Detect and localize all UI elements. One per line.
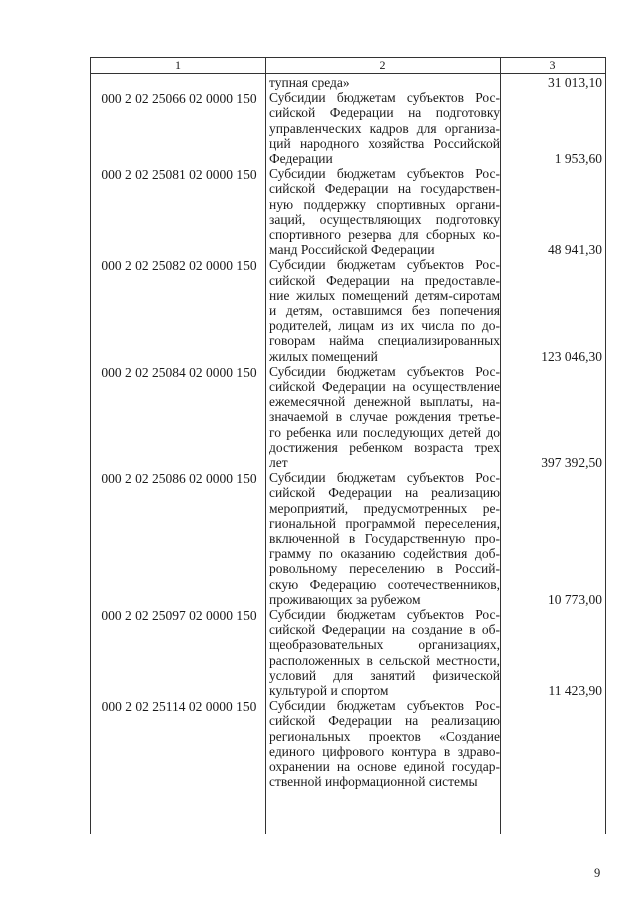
row-description-line: сийской Федерации на реализацию [269, 713, 500, 729]
row-description-line: управленческих кадров для организа- [269, 120, 500, 136]
row-description-line: охранении на основе единой государ- [269, 759, 500, 774]
row-description-line: Федерации [269, 151, 333, 166]
row-amount: 10 773,00 [548, 591, 602, 607]
row-description-line: региональных проектов «Создание [269, 728, 500, 744]
row-description-line: культурой и спортом [269, 683, 389, 698]
row-description-line: Субсидии бюджетам субъектов Рос- [269, 698, 500, 714]
row-description-line: проживающих за рубежом [269, 591, 421, 607]
row-description-line: и детям, оставшимся без попечения [269, 303, 500, 318]
row-description-line: грамму по оказанию содействия доб- [269, 546, 500, 562]
row-description-line: спортивного резерва для сборных ко- [269, 227, 500, 242]
row-code: 000 2 02 25081 02 0000 150 [101, 167, 257, 183]
row-description-line: достижения ребенком возраста трех [269, 439, 500, 455]
header-col-3: 3 [549, 58, 556, 72]
row-description-line: тупная среда» [269, 75, 350, 90]
row-code: 000 2 02 25082 02 0000 150 [101, 258, 257, 274]
row-description-line: Субсидии бюджетам субъектов Рос- [269, 257, 500, 273]
row-description-line: ежемесячной денежной выплаты, на- [269, 394, 500, 410]
row-amount: 123 046,30 [541, 348, 602, 364]
row-description-line: ственной информационной системы [269, 774, 478, 790]
row-description-line: Субсидии бюджетам субъектов Рос- [269, 363, 500, 379]
row-amount: 48 941,30 [548, 242, 602, 258]
column-divider [265, 58, 266, 834]
row-description-line: лет [269, 455, 288, 470]
table-header-row [91, 58, 605, 74]
row-amount: 31 013,10 [548, 75, 602, 90]
row-description-line: жилых помещений [269, 348, 378, 364]
row-description-line: единого цифрового контура в здраво- [269, 743, 500, 759]
row-code: 000 2 02 25097 02 0000 150 [101, 608, 257, 623]
row-description-line: родителей, лицам из их числа по до- [269, 318, 500, 334]
row-code: 000 2 02 25084 02 0000 150 [101, 364, 257, 380]
row-description-line: щеобразовательных организациях, [269, 637, 500, 653]
row-description-line: Субсидии бюджетам субъектов Рос- [269, 607, 500, 622]
row-description-line: ций народного хозяйства Российской [269, 135, 500, 151]
row-description-line: манд Российской Федерации [269, 242, 435, 258]
row-description-line: сийской Федерации на создание в об- [269, 622, 500, 638]
row-description-line: Субсидии бюджетам субъектов Рос- [269, 470, 500, 486]
row-code: 000 2 02 25086 02 0000 150 [101, 471, 257, 487]
row-amount: 1 953,60 [554, 151, 602, 166]
row-description-line: сийской Федерации на реализацию [269, 485, 500, 501]
row-description-line: заций, осуществляющих подготовку [269, 211, 500, 227]
row-description-line: мероприятий, предусмотренных ре- [269, 500, 500, 516]
row-description-line: скую Федерацию соотечественников, [269, 576, 500, 592]
row-description-line: расположенных в сельской местности, [269, 652, 500, 668]
row-amount: 397 392,50 [541, 455, 602, 470]
row-description-line: ние жилых помещений детям-сиротам [269, 287, 500, 303]
page-number: 9 [594, 866, 601, 880]
row-description-line: включенной в Государственную про- [269, 531, 500, 546]
row-description-line: гиональной программой переселения, [269, 515, 500, 531]
row-code: 000 2 02 25114 02 0000 150 [101, 699, 257, 715]
row-description-line: сийской Федерации на осуществление [269, 379, 500, 394]
row-description-line: сийской Федерации на подготовку [269, 105, 500, 121]
header-col-2: 2 [379, 58, 386, 72]
header-col-1: 1 [175, 58, 181, 72]
row-description-line: условий для занятий физической [269, 667, 500, 683]
row-description-line: говорам найма специализированных [269, 333, 500, 349]
row-code: 000 2 02 25066 02 0000 150 [101, 91, 257, 107]
row-description-line: Субсидии бюджетам субъектов Рос- [269, 166, 500, 182]
row-description-line: сийской Федерации на государствен- [269, 181, 500, 197]
row-description-line: го ребенка или последующих детей до [269, 424, 500, 440]
row-description-line: ровольному переселению в Россий- [269, 561, 500, 577]
row-description-line: Субсидии бюджетам субъектов Рос- [269, 90, 500, 106]
budget-table [90, 57, 606, 834]
row-amount: 11 423,90 [548, 683, 602, 698]
column-divider [500, 58, 501, 834]
row-description-line: сийской Федерации на предоставле- [269, 272, 500, 288]
row-description-line: значаемой в случае рождения третье- [269, 409, 500, 425]
row-description-line: ную поддержку спортивных органи- [269, 196, 500, 212]
